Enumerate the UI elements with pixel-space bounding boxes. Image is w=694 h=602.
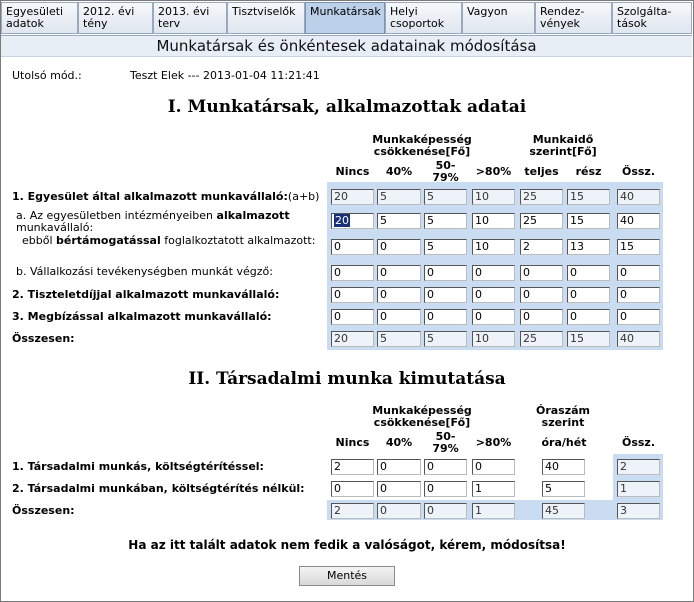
section2-cell-r2-c6: 1 <box>617 481 660 497</box>
section2-cell-r2-c2[interactable]: 0 <box>377 481 421 497</box>
section1-col-header-4: >80% <box>475 165 512 178</box>
tab-2[interactable]: 2012. évi tény <box>78 2 153 34</box>
section2-cell-r3-c6: 3 <box>617 503 660 519</box>
section2-row-label-3: Összesen: <box>12 504 75 517</box>
section1-row-label-1: 1. Egyesület által alkalmazott munkavállaló:(a+b) <box>12 190 320 203</box>
section1-col-header-2: 40% <box>385 165 413 178</box>
tab-7[interactable]: Vagyon <box>462 2 535 34</box>
last-modified-value: Teszt Elek --- 2013-01-04 11:21:41 <box>130 69 320 82</box>
tab-9[interactable]: Szolgálta-tások <box>612 2 692 34</box>
section1-cell-r7-c1: 20 <box>331 331 374 347</box>
section2-cell-r1-c6: 2 <box>617 459 660 475</box>
section1-cell-r6-c2[interactable]: 0 <box>377 309 421 325</box>
section1-row-label-7: Összesen: <box>12 332 75 345</box>
section1-cell-r1-c7: 40 <box>617 189 660 205</box>
section1-row-label-3: ebből bértámogatással foglalkoztatott alkalmazott: <box>22 234 316 247</box>
notice-text: Ha az itt talált adatok nem fedik a valóságot, kérem, módosítsa! <box>128 538 566 552</box>
section1-cell-r1-c6: 15 <box>567 189 610 205</box>
section1-cell-r2-c7[interactable]: 40 <box>617 213 660 229</box>
section1-cell-r4-c4[interactable]: 0 <box>472 265 515 281</box>
section2-group1-header: Munkaképesség csökkenése[Fő] <box>372 404 472 429</box>
section1-cell-r2-c5[interactable]: 25 <box>520 213 563 229</box>
section1-cell-r3-c5[interactable]: 2 <box>520 239 563 255</box>
section2-col-header-4: >80% <box>475 436 512 449</box>
section1-cell-r7-c2: 5 <box>377 331 421 347</box>
section1-cell-r6-c3[interactable]: 0 <box>424 309 467 325</box>
section2-cell-r3-c1: 2 <box>331 503 374 519</box>
section2-cell-r3-c3: 0 <box>424 503 467 519</box>
section2-cell-r2-c3[interactable]: 0 <box>424 481 467 497</box>
section1-cell-r3-c1[interactable]: 0 <box>331 239 374 255</box>
tab-bar <box>1 2 692 35</box>
section2-row-label-2: 2. Társadalmi munkában, költségtérítés nélkül: <box>12 482 305 495</box>
section1-cell-r6-c6[interactable]: 0 <box>567 309 610 325</box>
section1-cell-r2-c1[interactable] <box>331 213 374 229</box>
tab-1[interactable]: Egyesületi adatok <box>1 2 78 34</box>
section1-cell-r6-c7[interactable]: 0 <box>617 309 660 325</box>
section1-cell-r5-c5[interactable]: 0 <box>520 287 563 303</box>
tab-8[interactable]: Rendez-vények <box>535 2 612 34</box>
section2-col-header-6: Össz. <box>621 436 656 449</box>
section2-cell-r2-c4[interactable]: 1 <box>472 481 515 497</box>
section1-cell-r7-c3: 5 <box>424 331 467 347</box>
section1-cell-r6-c1[interactable]: 0 <box>331 309 374 325</box>
tab-3[interactable]: 2013. évi terv <box>153 2 227 34</box>
section1-cell-r7-c7: 40 <box>617 331 660 347</box>
section1-row-label-4: b. Vállalkozási tevékenységben munkát végző: <box>16 265 273 278</box>
section2-title: II. Társadalmi munka kimutatása <box>188 369 506 389</box>
section1-cell-r4-c5[interactable]: 0 <box>520 265 563 281</box>
section1-cell-r2-c4[interactable]: 10 <box>472 213 515 229</box>
section1-cell-r7-c5: 25 <box>520 331 563 347</box>
section2-cell-r2-c5[interactable]: 5 <box>542 481 585 497</box>
section1-col-header-1: Nincs <box>335 165 370 178</box>
save-button[interactable]: Mentés <box>299 566 395 586</box>
section1-cell-r4-c7[interactable]: 0 <box>617 265 660 281</box>
section2-group2-header: Óraszám szerint <box>535 404 591 429</box>
section2-col-header-2: 40% <box>385 436 413 449</box>
page-title: Munkatársak és önkéntesek adatainak módosítása <box>1 35 692 57</box>
section1-cell-r5-c7[interactable]: 0 <box>617 287 660 303</box>
section1-cell-r7-c6: 15 <box>567 331 610 347</box>
section1-cell-r1-c3: 5 <box>424 189 467 205</box>
section1-cell-r4-c6[interactable]: 0 <box>567 265 610 281</box>
section2-cell-r1-c3[interactable]: 0 <box>424 459 467 475</box>
section1-cell-r6-c4[interactable]: 0 <box>472 309 515 325</box>
section1-cell-r1-c1: 20 <box>331 189 374 205</box>
section1-cell-r2-c6[interactable]: 15 <box>567 213 610 229</box>
section1-row-label-2: a. Az egyesületben intézményeiben alkalmazott munkavállaló: <box>16 209 290 234</box>
section2-cell-r3-c2: 0 <box>377 503 421 519</box>
section1-group2-header: Munkaidő szerint[Fő] <box>529 133 597 158</box>
section2-col-header-5: óra/hét <box>541 436 587 449</box>
section2-cell-r1-c5[interactable]: 40 <box>542 459 585 475</box>
section1-cell-r5-c3[interactable]: 0 <box>424 287 467 303</box>
section1-cell-r1-c5: 25 <box>520 189 563 205</box>
section1-cell-r2-c3[interactable]: 5 <box>424 213 467 229</box>
section1-group1-header: Munkaképesség csökkenése[Fő] <box>372 133 472 158</box>
section2-cell-r1-c4[interactable]: 0 <box>472 459 515 475</box>
section1-title: I. Munkatársak, alkalmazottak adatai <box>167 97 527 117</box>
section2-col-header-3: 50-79% <box>432 430 459 455</box>
section1-cell-r5-c1[interactable]: 0 <box>331 287 374 303</box>
section1-cell-r5-c4[interactable]: 0 <box>472 287 515 303</box>
section1-cell-r2-c2[interactable]: 5 <box>377 213 421 229</box>
section1-cell-r3-c2[interactable]: 0 <box>377 239 421 255</box>
section1-cell-r4-c2[interactable]: 0 <box>377 265 421 281</box>
section1-col-header-6: rész <box>575 165 602 178</box>
section1-col-header-5: teljes <box>524 165 559 178</box>
section1-cell-r3-c6[interactable]: 13 <box>567 239 610 255</box>
section1-cell-r5-c2[interactable]: 0 <box>377 287 421 303</box>
section1-cell-r4-c1[interactable]: 0 <box>331 265 374 281</box>
section1-cell-r1-c2: 5 <box>377 189 421 205</box>
section1-row-label-5: 2. Tiszteletdíjjal alkalmazott munkavállaló: <box>12 288 280 301</box>
section1-cell-r1-c4: 10 <box>472 189 515 205</box>
section2-row-label-1: 1. Társadalmi munkás, költségtérítéssel: <box>12 460 264 473</box>
last-modified-label: Utolsó mód.: <box>12 69 82 82</box>
section2-col-header-1: Nincs <box>335 436 370 449</box>
section1-row-label-6: 3. Megbízással alkalmazott munkavállaló: <box>12 310 272 323</box>
section1-col-header-3: 50-79% <box>432 159 459 184</box>
section1-col-header-7: Össz. <box>621 165 656 178</box>
tab-4[interactable]: Tisztviselők <box>227 2 305 34</box>
section1-cell-r5-c6[interactable]: 0 <box>567 287 610 303</box>
section2-cell-r3-c5: 45 <box>542 503 585 519</box>
section1-cell-r6-c5[interactable]: 0 <box>520 309 563 325</box>
section1-cell-r4-c3[interactable]: 0 <box>424 265 467 281</box>
section2-cell-r3-c4: 1 <box>472 503 515 519</box>
section1-cell-r3-c3[interactable]: 5 <box>424 239 467 255</box>
tab-6[interactable]: Helyi csoportok <box>385 2 462 34</box>
section1-cell-r7-c4: 10 <box>472 331 515 347</box>
section1-cell-r3-c7[interactable]: 15 <box>617 239 660 255</box>
selected-text: 20 <box>335 214 349 227</box>
section2-cell-r1-c2[interactable]: 0 <box>377 459 421 475</box>
section1-cell-r3-c4[interactable]: 10 <box>472 239 515 255</box>
tab-5[interactable]: Munkatársak <box>305 2 385 34</box>
section2-cell-r2-c1[interactable]: 0 <box>331 481 374 497</box>
section2-cell-r1-c1[interactable]: 2 <box>331 459 374 475</box>
